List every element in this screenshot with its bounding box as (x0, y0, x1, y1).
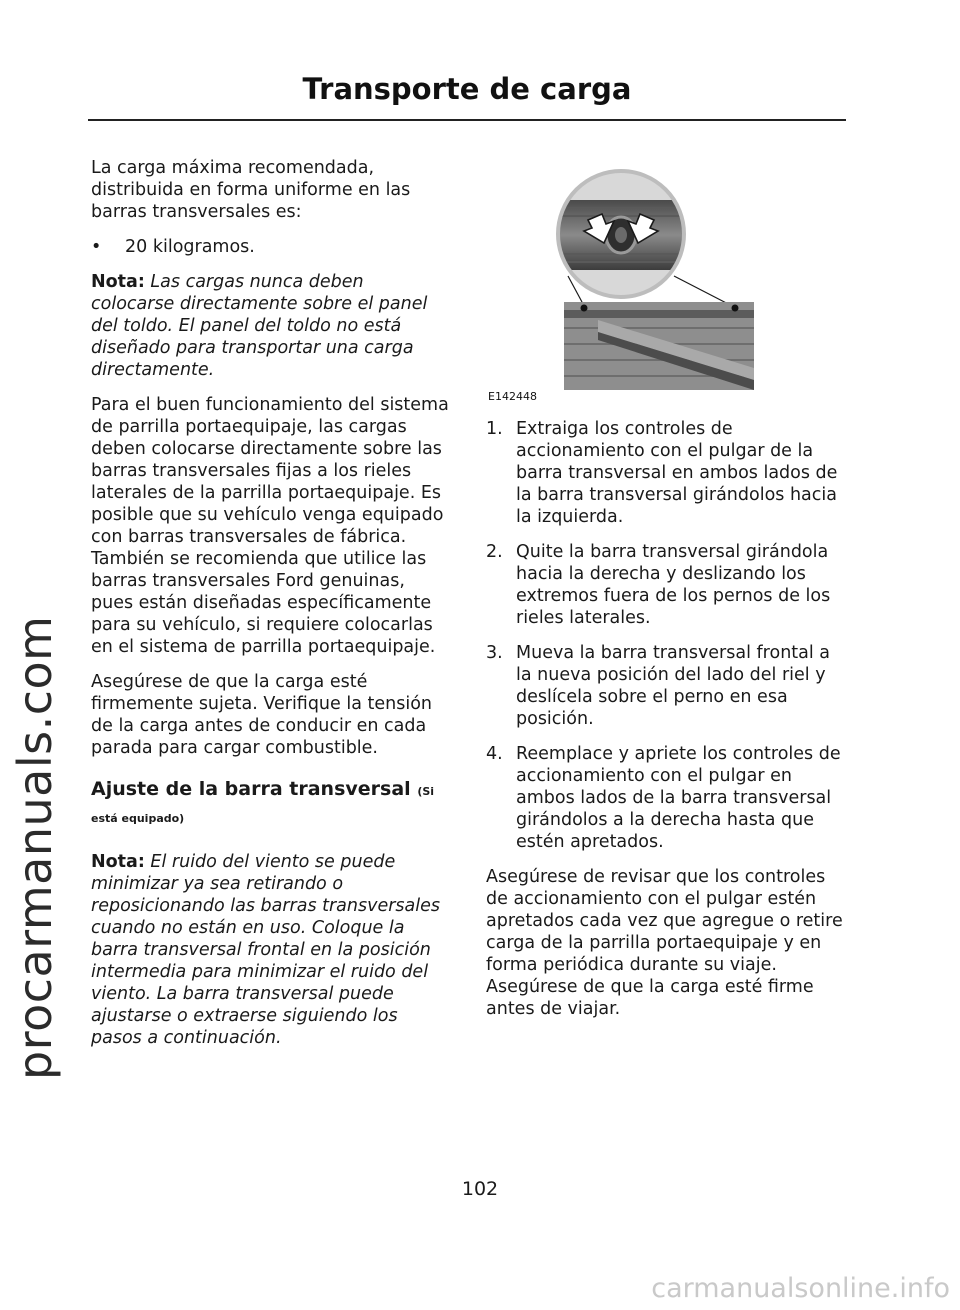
bullet-mark: • (91, 237, 102, 257)
header-divider (88, 119, 846, 121)
left-column (91, 157, 451, 1062)
right-column (486, 418, 846, 1033)
step-number: 4. (486, 744, 503, 764)
note-wind-noise (91, 851, 451, 1049)
bullet-text: 20 kilogramos. (125, 237, 255, 257)
step-number: 1. (486, 419, 503, 439)
section-heading-text: Ajuste de la barra transversal (91, 778, 411, 800)
step-text: Reemplace y apriete los controles de accionamiento con el pulgar en ambos lados de la barra transversal girándolos a la derecha hasta que estén apretados. (516, 744, 841, 852)
step-text: Mueva la barra transversal frontal a la nueva posición del lado del riel y deslícela sobre el perno en esa posición. (516, 643, 831, 729)
note-label: Nota: (91, 852, 145, 872)
step-text: Extraiga los controles de accionamiento con el pulgar de la barra transversal en ambos lados de la barra transversal girándolos hacia la izquierda. (516, 419, 838, 527)
section-heading-qualifier: (Si está equipado) (91, 785, 435, 825)
step-item (486, 743, 846, 853)
crossbar-illustration-graphic (488, 168, 758, 390)
page-title: Transporte de carga (302, 72, 632, 106)
step-item (486, 418, 846, 528)
step-item (486, 642, 846, 730)
note-label: Nota: (91, 272, 145, 292)
intro-paragraph: La carga máxima recomendada, distribuida en forma uniforme en las barras transversales es: (91, 158, 411, 222)
side-watermark: procarmanuals.com (8, 615, 62, 1080)
note-text: El ruido del viento se puede minimizar ya sea retirando o reposicionando las barras transversales cuando no están en uso. Coloque la barra transversal frontal en la posición intermedia para minimizar el ruido del viento. La barra transversal puede ajustarse o extraerse siguiendo los pasos a continuación. (91, 852, 441, 1048)
bottom-watermark: carmanualsonline.info (651, 1273, 950, 1304)
section-heading (91, 777, 451, 831)
step-number: 3. (486, 643, 503, 663)
step-item (486, 541, 846, 629)
secure-load-paragraph: Asegúrese de que la carga esté firmemente sujeta. Verifique la tensión de la carga antes de conducir en cada parada para cargar combustible. (91, 672, 433, 758)
step-text: Quite la barra transversal girándola hacia la derecha y deslizando los extremos fuera de los pernos de los rieles laterales. (516, 542, 831, 628)
list-item (91, 236, 451, 258)
note-load-roof (91, 271, 451, 381)
step-number: 2. (486, 542, 503, 562)
note-text: Las cargas nunca deben colocarse directamente sobre el panel del toldo. El panel del toldo no está diseñado para transportar una carga directamente. (91, 272, 428, 380)
rack-paragraph: Para el buen funcionamiento del sistema de parrilla portaequipaje, las cargas deben colocarse directamente sobre las barras transversales fijas a los rieles laterales de la parrilla portaequipaje. Es posible que su vehículo venga equipado con barras transversales de fábrica. También se recomienda que utilice las barras transversales Ford genuinas, pues están diseñadas específicamente para su vehículo, si requiere colocarlas en el sistema de parrilla portaequipaje. (91, 395, 449, 657)
closing-paragraph: Asegúrese de revisar que los controles de accionamiento con el pulgar estén apretados cada vez que agregue o retire carga de la parrilla portaequipaje y en forma periódica durante su viaje. Asegúrese de que la carga esté firme antes de viajar. (486, 867, 843, 1019)
page-number: 102 (461, 1178, 499, 1200)
crossbar-illustration (488, 168, 758, 404)
figure-code: E142448 (488, 390, 537, 403)
